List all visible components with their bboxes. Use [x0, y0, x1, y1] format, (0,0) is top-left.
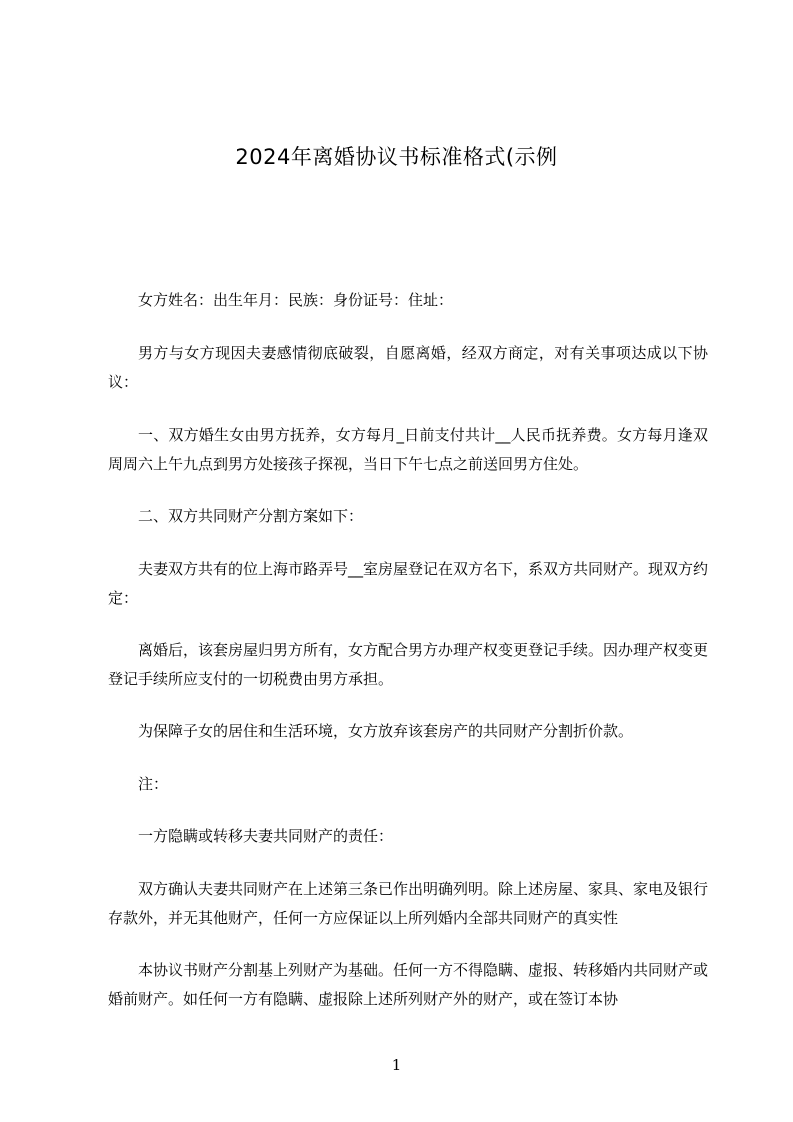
paragraph-note: 注： [138, 775, 169, 793]
paragraph-house: 夫妻双方共有的位上海市路弄号__室房屋登记在双方名下，系双方共同财产。现双方约定： [108, 560, 709, 607]
paragraph-intro: 男方与女方现因夫妻感情彻底破裂，自愿离婚，经双方商定，对有关事项达成以下协议： [108, 344, 708, 391]
paragraph-property-heading: 二、双方共同财产分割方案如下： [138, 507, 364, 525]
document-title: 2024年离婚协议书标准格式(示例 [235, 145, 558, 169]
paragraph-division-basis: 本协议书财产分割基上列财产为基础。任何一方不得隐瞒、虚报、转移婚内共同财产或婚前财产。如任何一方有隐瞒、虚报除上述所列财产外的财产，或在签订本协 [108, 961, 709, 1008]
paragraph-concealment-heading: 一方隐瞒或转移夫妻共同财产的责任： [138, 827, 394, 845]
paragraph-child-custody: 一、双方婚生女由男方抚养，女方每月_日前支付共计__人民币抚养费。女方每月逢双周周六上午九点到男方处接孩子探视，当日下午七点之前送回男方住处。 [108, 426, 708, 473]
page-number: 1 [391, 1056, 402, 1074]
paragraph-house-transfer: 离婚后，该套房屋归男方所有，女方配合男方办理产权变更登记手续。因办理产权变更登记手续所应支付的一切税费由男方承担。 [108, 641, 709, 688]
paragraph-property-confirmation: 双方确认夫妻共同财产在上述第三条已作出明确列明。除上述房屋、家具、家电及银行存款外，并无其他财产，任何一方应保证以上所列婚内全部共同财产的真实性 [108, 880, 709, 927]
paragraph-personal-info: 女方姓名：出生年月：民族：身份证号：住址： [138, 291, 454, 309]
paragraph-waiver: 为保障子女的居住和生活环境，女方放弃该套房产的共同财产分割折价款。 [138, 722, 634, 740]
